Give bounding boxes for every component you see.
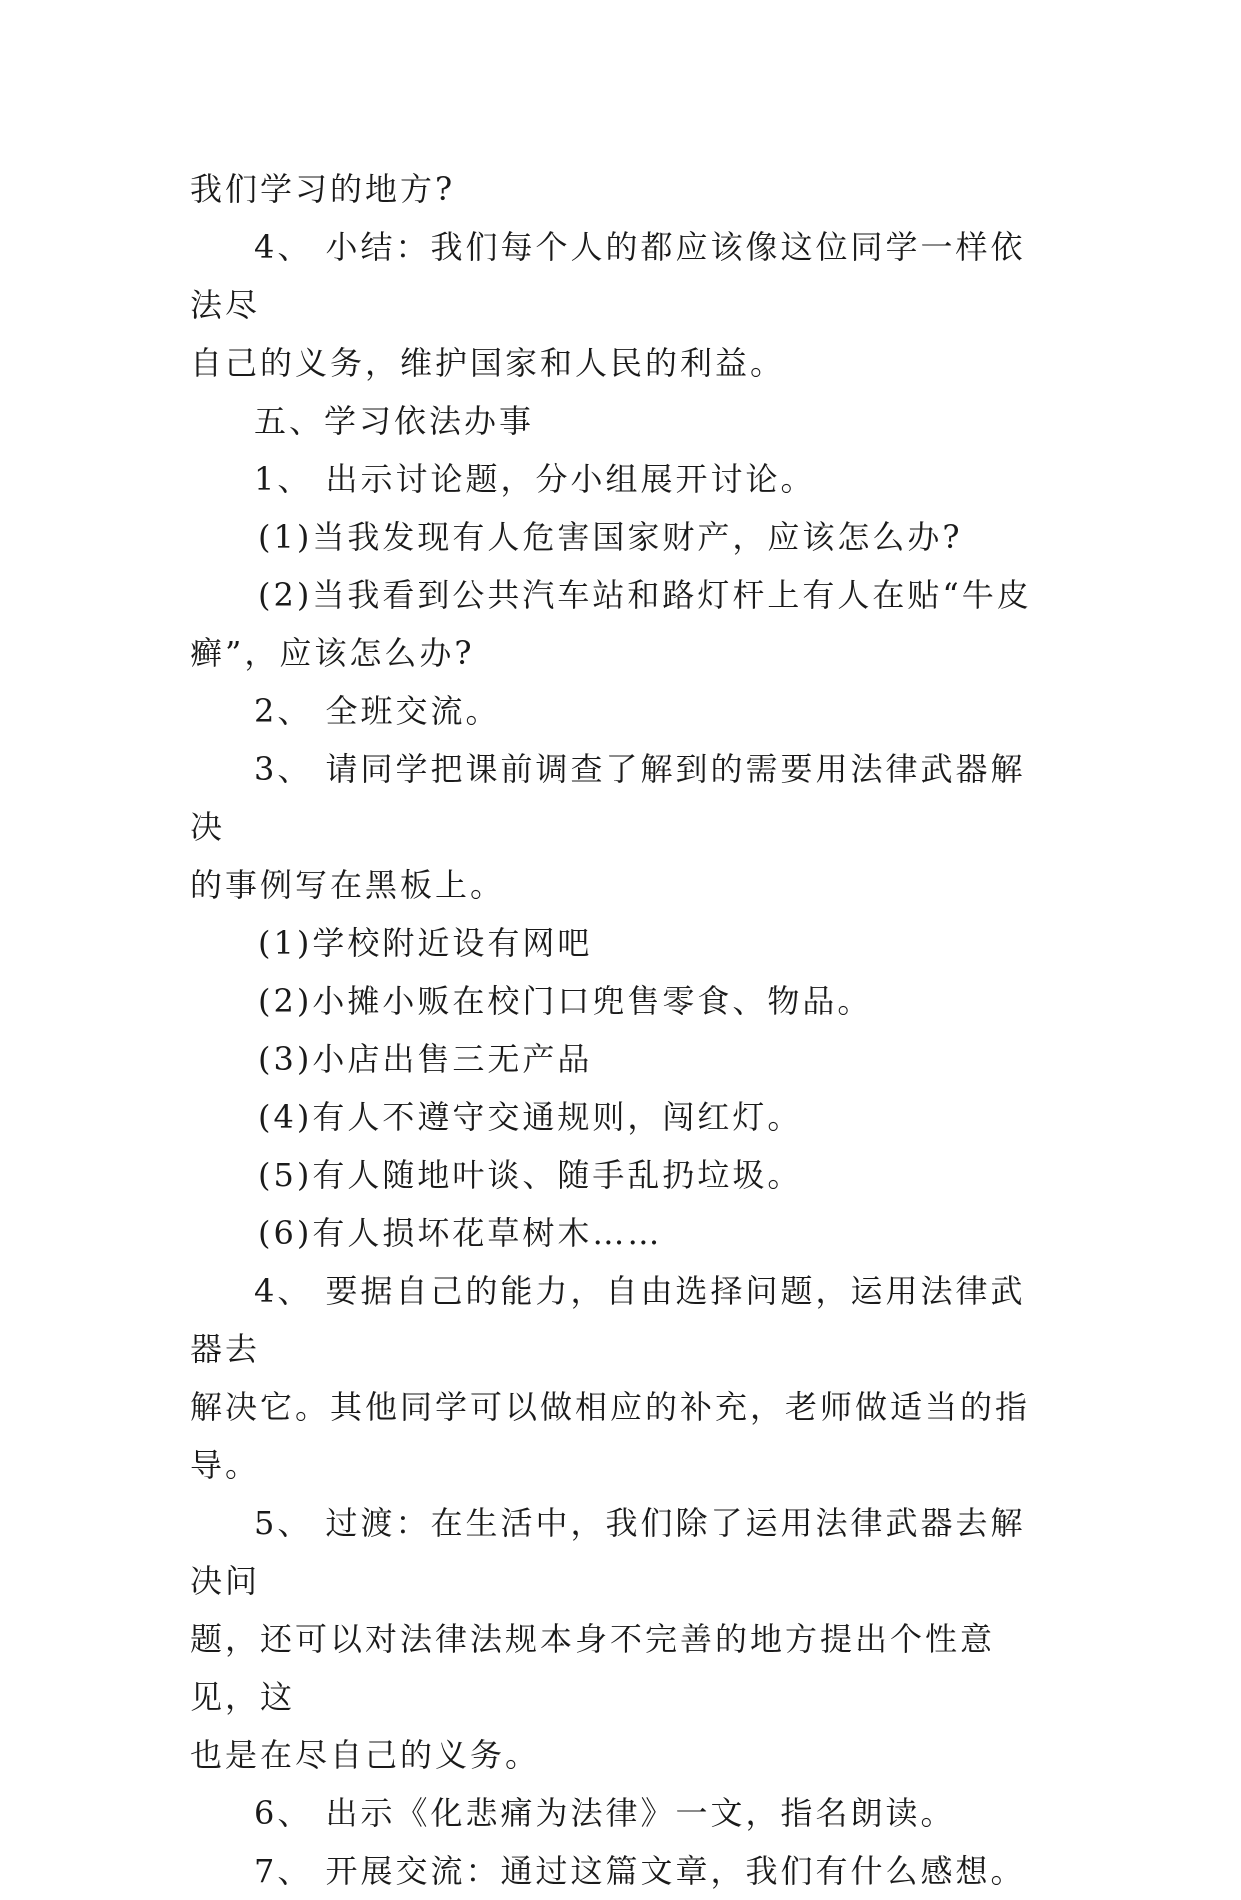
paragraph: 3、 请同学把课前调查了解到的需要用法律武器解决 的事例写在黑板上。 <box>190 750 1026 904</box>
list-item: (4)有人不遵守交通规则，闯红灯。 <box>258 1098 803 1136</box>
list-item: (6)有人损坏花草树木…… <box>258 1214 663 1252</box>
list-item: (1)学校附近设有网吧 <box>258 924 593 962</box>
document-body <box>190 160 1050 1900</box>
paragraph: 1、 出示讨论题，分小组展开讨论。 <box>254 460 816 498</box>
paragraph: 5、 过渡：在生活中，我们除了运用法律武器去解决问 题，还可以对法律法规本身不完善的地方提出个性意见，这 也是在尽自己的义务。 <box>190 1504 1026 1774</box>
paragraph: 4、 小结：我们每个人的都应该像这位同学一样依法尽 自己的义务，维护国家和人民的利益。 <box>190 228 1026 382</box>
section-heading: 五、学习依法办事 <box>254 402 535 440</box>
paragraph: 2、 全班交流。 <box>254 692 501 730</box>
paragraph: 4、 要据自己的能力，自由选择问题，运用法律武器去 解决它。其他同学可以做相应的补充，老师做适当的指导。 <box>190 1272 1031 1484</box>
list-item: (2)小摊小贩在校门口兜售零食、物品。 <box>258 982 873 1020</box>
paragraph: 6、 出示《化悲痛为法律》一文，指名朗读。 <box>254 1794 956 1832</box>
paragraph: 我们学习的地方? <box>190 170 456 208</box>
paragraph: 7、 开展交流：通过这篇文章，我们有什么感想。 <box>254 1852 1026 1890</box>
list-item: (5)有人随地叶谈、随手乱扔垃圾。 <box>258 1156 803 1194</box>
list-item: (2)当我看到公共汽车站和路灯杆上有人在贴“牛皮 癣”，应该怎么办? <box>190 576 1032 672</box>
list-item: (1)当我发现有人危害国家财产，应该怎么办? <box>258 518 963 556</box>
list-item: (3)小店出售三无产品 <box>258 1040 593 1078</box>
